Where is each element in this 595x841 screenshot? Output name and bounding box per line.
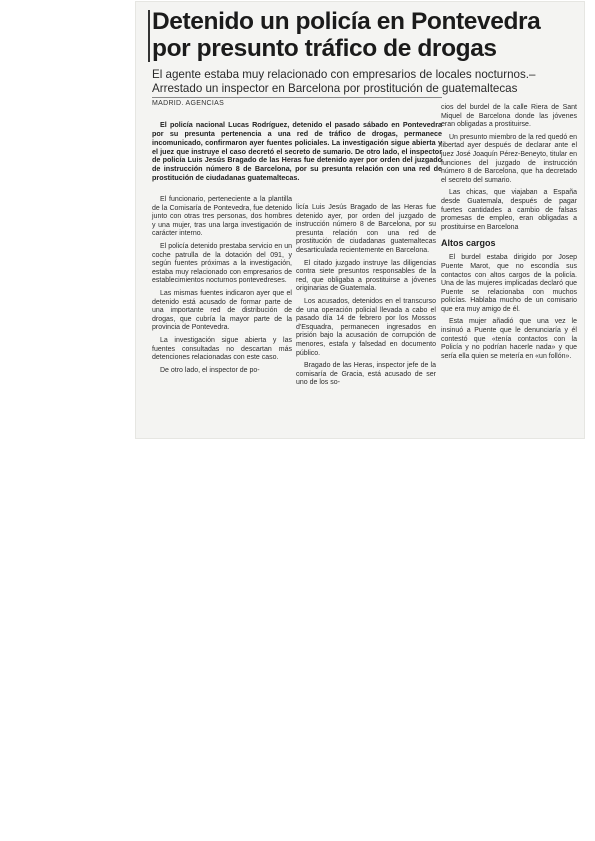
paragraph: El burdel estaba dirigido por Josep Puente Marot, que no escondía sus contactos con altos cargos de la policía. Una de las mujeres implicadas declaró que Puente se relacionaba con muchos policías. Hablaba mucho de un comisario que era muy amigo de él.: [441, 254, 577, 313]
headline-line-2: por presunto tráfico de drogas: [152, 35, 497, 62]
headline: [152, 8, 572, 62]
newspaper-clipping: [136, 2, 584, 438]
deck-line-1: El agente estaba muy relacionado con empresarios de locales nocturnos.–: [152, 68, 536, 81]
paragraph: Las chicas, que viajaban a España desde Guatemala, después de pagar fuertes cantidades a cambio de falsas promesas de empleo, eran obligadas a prostituirse en Barcelona: [441, 189, 577, 231]
column-2: [296, 204, 436, 392]
byline: MADRID. AGENCIAS: [152, 100, 225, 107]
paragraph: El citado juzgado instruye las diligencias contra siete presuntos responsables de la red, que obligaba a prostituirse a jóvenes originarias de Guatemala.: [296, 259, 436, 293]
paragraph: El policía detenido prestaba servicio en un coche patrulla de la dotación del 091, y según fuentes próximas a la investigación, estaba muy relacionado con empresarios de establecimientos nocturnos pontevedreses.: [152, 242, 292, 285]
lead-paragraph: El policía nacional Lucas Rodríguez, detenido el pasado sábado en Pontevedra por su presunta pertenencia a una red de tráfico de drogas, permanece incomunicado, confirmaron ayer fuentes policiales. La investigación sigue abierta y el juez que instruye el caso decretó el secreto de sumario. De otro lado, el inspector de policía Luis Jesús Bragado de las Heras fue detenido ayer por orden del juzgado de instrucción número 8 de Barcelona, por su presunta relación con una red de prostitución de ciudadanas guatemaltecas.: [152, 120, 442, 182]
paragraph: Los acusados, detenidos en el transcurso de una operación policial llevada a cabo el pasado día 14 de febrero por los Mossos d'Esquadra, permanecen ingresados en prisión bajo la acusación de corrupción de menores, estafa y falsedad en documento público.: [296, 297, 436, 357]
column-3: [441, 104, 577, 365]
paragraph: licía Luis Jesús Bragado de las Heras fue detenido ayer, por orden del juzgado de instrucción número 8 de Barcelona, por su presunta relación con una red de prostitución de ciudadanas guatemaltecas desarticulada recientemente en Barcelona.: [296, 204, 436, 254]
paragraph: La investigación sigue abierta y las fuentes consultadas no descartan más detenciones relacionadas con este caso.: [152, 336, 292, 362]
paragraph: De otro lado, el inspector de po-: [160, 366, 260, 374]
deck-line-2: Arrestado un inspector en Barcelona por prostitución de guatemaltecas: [152, 81, 518, 95]
divider: [152, 97, 442, 98]
deck: [152, 68, 572, 95]
paragraph: Las mismas fuentes indicaron ayer que el detenido está acusado de formar parte de una importante red de distribución de drogas, que cubría la mayor parte de la provincia de Pontevedra.: [152, 289, 292, 332]
headline-line-1: Detenido un policía en Pontevedra: [152, 8, 541, 35]
paragraph: Esta mujer añadió que una vez le insinuó a Puente que le denunciaría y él contestó que «tenía contactos con la Policía y no podrían hacerle nada» y que sería ella quien se metería en «un follón».: [441, 318, 577, 360]
subheading: Altos cargos: [441, 238, 496, 249]
paragraph: Bragado de las Heras, inspector jefe de la comisaría de Gracia, está acusado de ser uno de los so-: [296, 362, 436, 387]
column-1: [152, 196, 292, 379]
paragraph: Un presunto miembro de la red quedó en libertad ayer después de declarar ante el juez José Joaquín Pérez-Beneyto, titular en funciones del juzgado de instrucción número 8 de Barcelona, que ha decretado el secreto del sumario.: [441, 133, 577, 184]
headline-rule: [148, 10, 150, 62]
paragraph: cios del burdel de la calle Riera de Sant Miquel de Barcelona donde las jóvenes eran obligadas a prostituirse.: [441, 104, 577, 129]
paragraph: El funcionario, perteneciente a la plantilla de la Comisaría de Pontevedra, fue detenido junto con otras tres personas, dos hombres y una mujer, tras una larga investigación de carácter interno.: [152, 196, 292, 238]
